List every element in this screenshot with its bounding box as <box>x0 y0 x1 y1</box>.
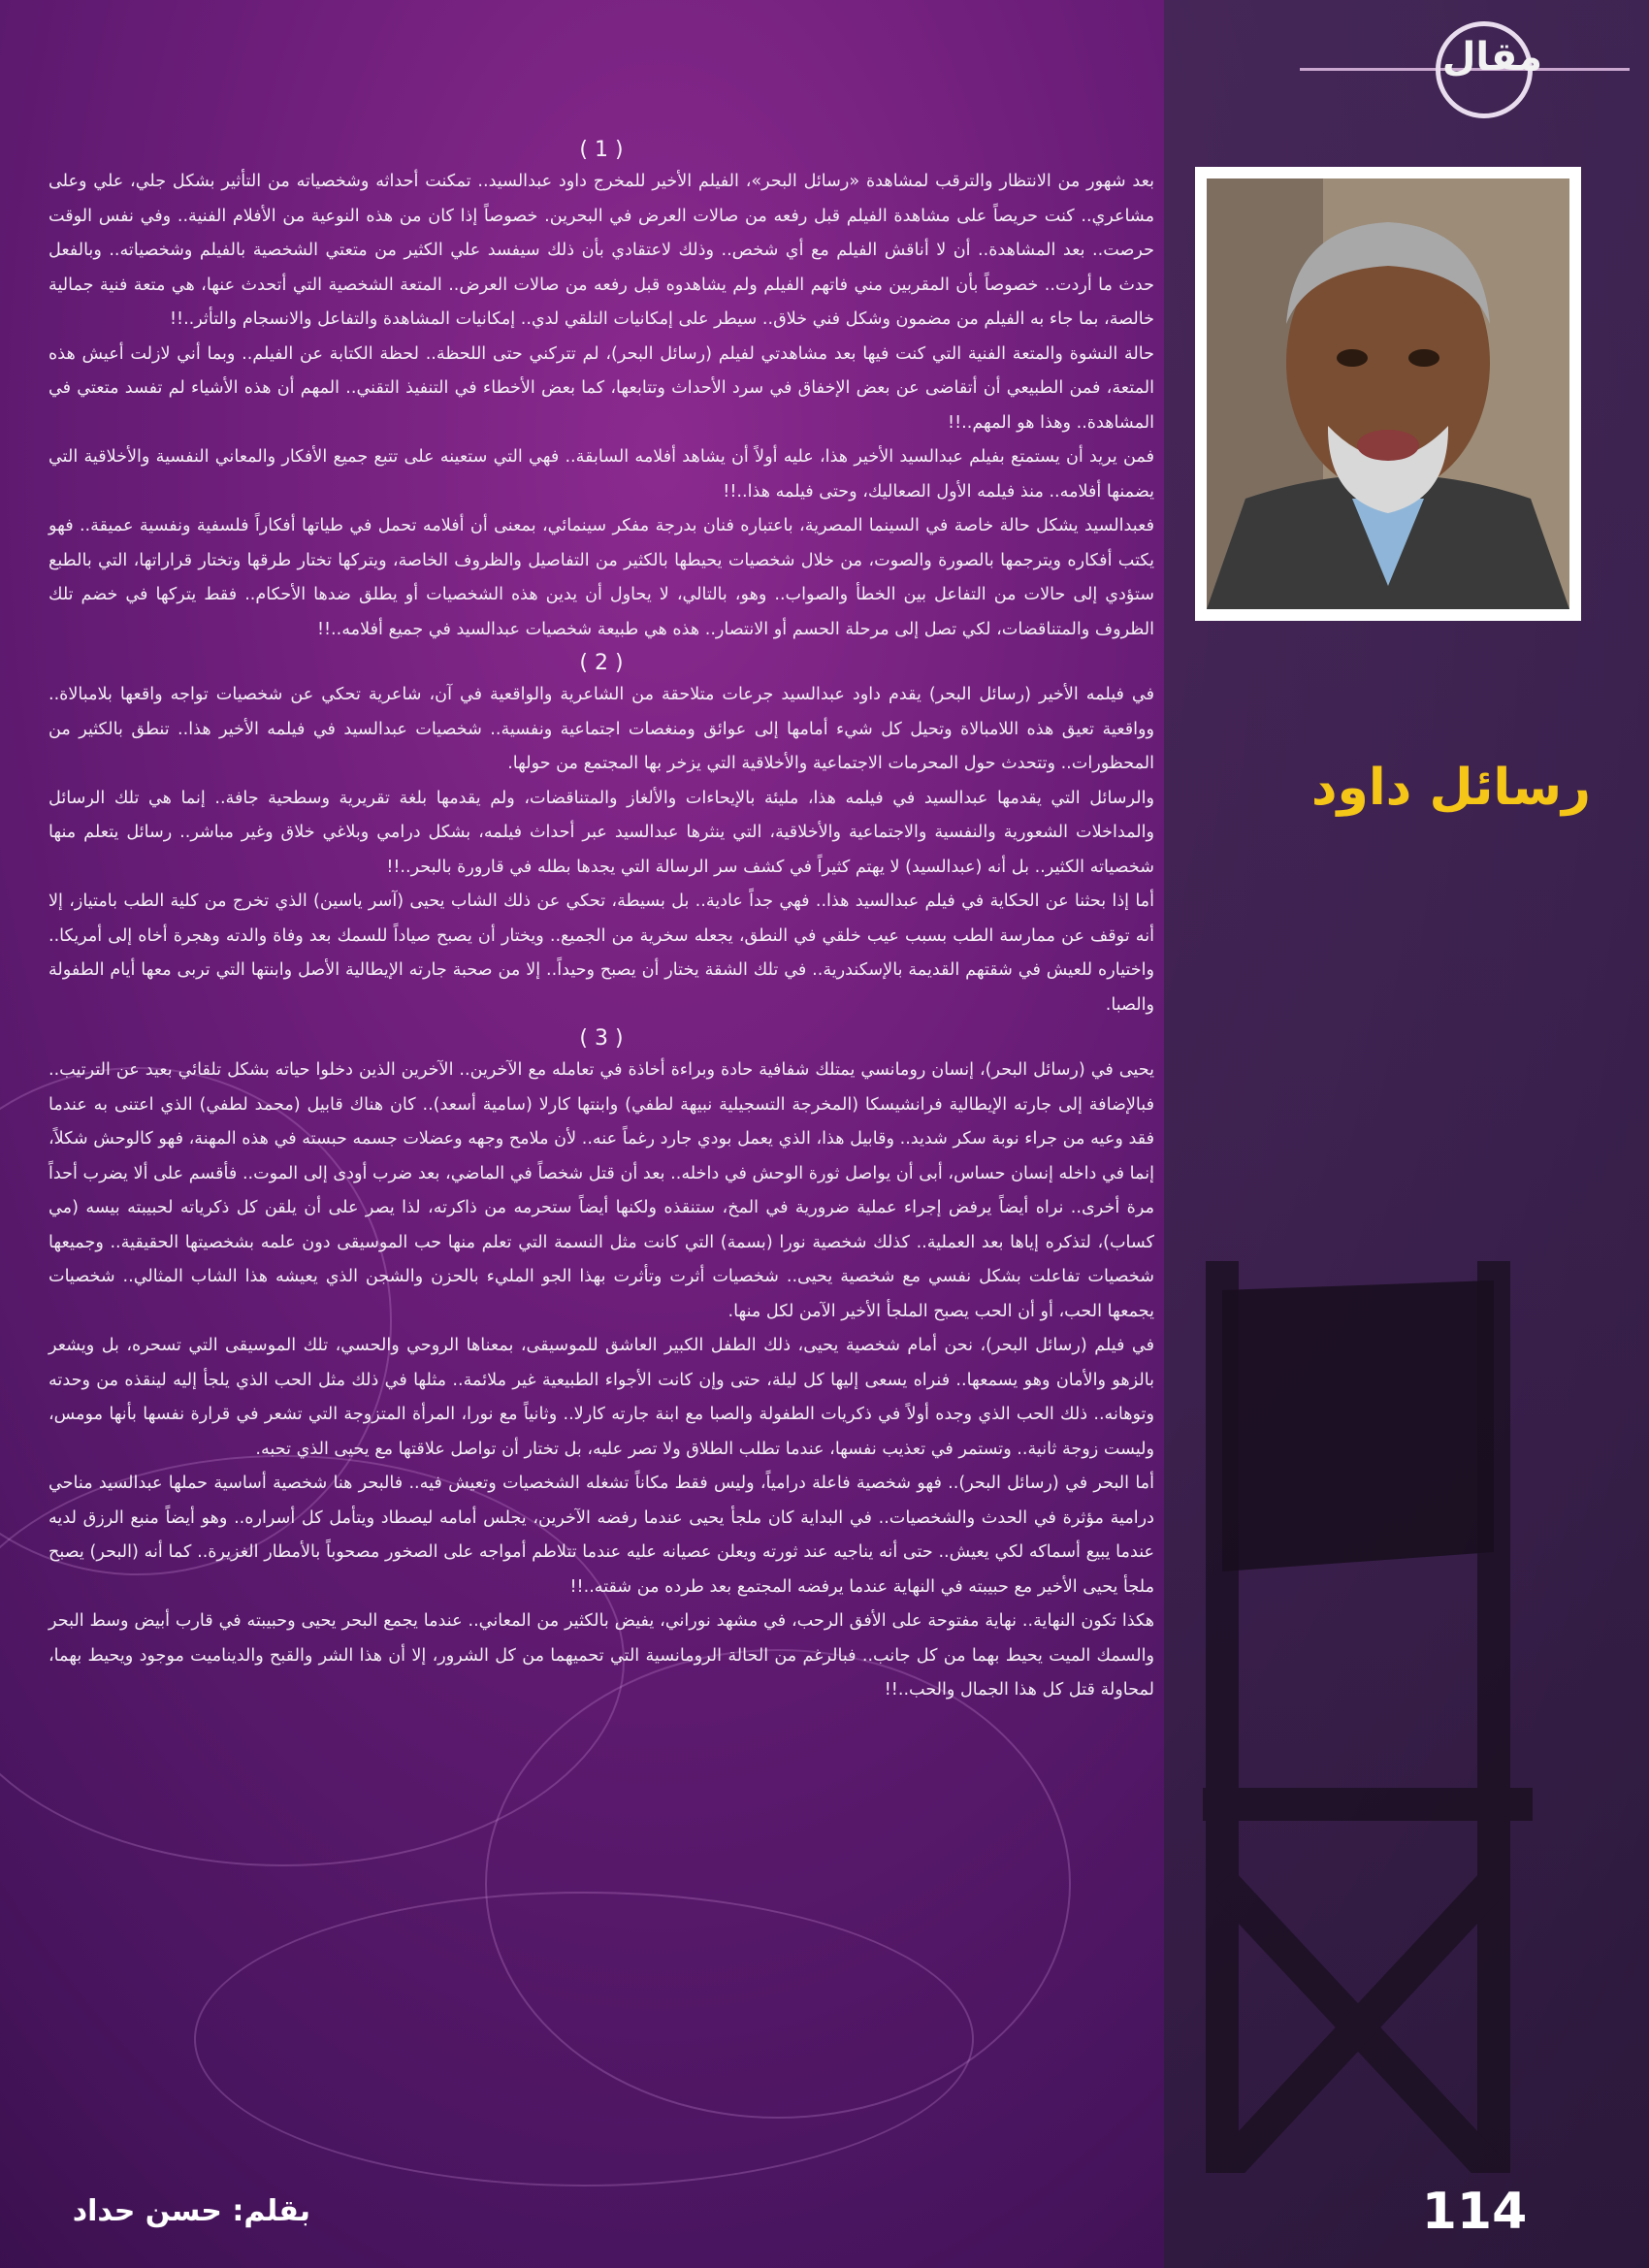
section-number: ( 3 ) <box>579 1026 624 1051</box>
section-number: ( 2 ) <box>579 651 624 675</box>
article-body <box>48 134 1154 1708</box>
article-paragraph: فعبدالسيد يشكل حالة خاصة في السينما المصرية، باعتباره فنان بدرجة مفكر سينمائي، بمعنى أن أفلامه تحمل في طياتها أفكاراً فلسفية ونفسية عميقة.. فهو يكتب أفكاره ويترجمها بالصورة والصوت، من خلال شخصيات يحيطها بالكثير من التفاصيل والظروف الخاصة، ويتركها تختار طرقها وتختار قراراتها، التي بالطبع ستؤدي إلى حالات من التفاعل بين الخطأ والصواب.. وهو، بالتالي، لا يحاول أن يدين هذه الشخصيات أو يطلق ضدها الأحكام.. فقط يتركها في خضم تلك الظروف والمتناقضات، لكي تصل إلى مرحلة الحسم أو الانتصار.. هذه هي طبيعة شخصيات عبدالسيد في جميع أفلامه..!! <box>48 516 1154 639</box>
article-paragraph: في فيلمه الأخير (رسائل البحر) يقدم داود عبدالسيد جرعات متلاحقة من الشاعرية والواقعية في آن، شاعرية تحكي عن شخصيات تواجه واقعها بلامبالاة.. وواقعية تعيق هذه اللامبالاة وتحيل كل شيء أمامها إلى عوائق ومنغصات اجتماعية ونفسية.. شخصيات عبدالسيد في فيلمه الأخير هذا.. تنطق بالكثير من المحظورات.. وتتحدث حول المحرمات الاجتماعية والأخلاقية التي يزخر بها المجتمع من حولها. <box>48 685 1154 773</box>
article-paragraph: هكذا تكون النهاية.. نهاية مفتوحة على الأفق الرحب، في مشهد نوراني، يفيض بالكثير من المعاني.. عندما يجمع البحر يحيى وحبيبته في قارب أبيض وسط البحر والسمك الميت يحيط بهما من كل جانب.. فبالرغم من الحالة الرومانسية التي تحميهما من كل الشرور، إلا أن هذا الشر والقبح والديناميت موجود ويحيط بهما، لمحاولة قتل كل هذا الجمال والحب..!! <box>48 1611 1154 1700</box>
article-paragraph: أما إذا بحثنا عن الحكاية في فيلم عبدالسيد هذا.. فهي جداً عادية.. بل بسيطة، تحكي عن ذلك الشاب يحيى (آسر ياسين) الذي تخرج من كلية الطب بامتياز، إلا أنه توقف عن ممارسة الطب بسبب عيب خلقي في النطق، يجعله سخرية من الجميع.. ويختار أن يصبح صياداً للسمك بعد وفاة والدته وهجرة أخاه إلى أمريكا.. واختياره للعيش في شقتهم القديمة بالإسكندرية.. في تلك الشقة يختار أن يصبح وحيداً.. إلا من صحبة جارته الإيطالية الأصل وابنتها التي تربى معها أيام الطفولة والصبا. <box>48 891 1154 1015</box>
article-paragraph: يحيى في (رسائل البحر)، إنسان رومانسي يمتلك شفافية حادة وبراءة أخاذة في تعامله مع الآخرين.. الآخرين الذين دخلوا حياته بشكل تلقائي بعيد عن الترتيب.. فبالإضافة إلى جارته الإيطالية فرانشيسكا (المخرجة التسجيلية نبيهة لطفي) وابنتها كارلا (سامية أسعد).. كان هناك قابيل (محمد لطفي) الذي اعتنى به عندما فقد وعيه من جراء نوبة سكر شديد.. وقابيل هذا، الذي يعمل بودي جارد رغماً عنه.. لأن ملامح وجهه وعضلات جسمه حبسته في هذه المهنة، فهو كالوحش شكلاً، إنما في داخله إنسان حساس، أبى أن يواصل ثورة الوحش في داخله.. بعد أن قتل شخصاً في الماضي، بعد ضرب أودى إلى الموت.. فأقسم على ألا يضرب أحداً مرة أخرى.. نراه أيضاً يرفض إجراء عملية ضرورية في المخ، ستنقذه ولكنها أيضاً ستحرمه من ذاكرته، لذا يصر على أن يلقن كل ذكرياته لحبيبته بيسه (مي كساب)، لتذكره إياها بعد العملية.. كذلك شخصية نورا (بسمة) التي كانت مثل النسمة التي تعلم منها حب الموسيقى دون علمه بشخصيتها الحقيقية.. وجميعها شخصيات تفاعلت بشكل نفسي مع شخصية يحيى.. شخصيات أثرت وتأثرت بهذا الجو المليء بالحزن والشجن الذي يعيشه هذا الشاب المثالي.. شخصيات يجمعها الحب، أو أن الحب يصبح الملجأ الأخير الآمن لكل منها. <box>48 1060 1154 1321</box>
article-paragraph: بعد شهور من الانتظار والترقب لمشاهدة «رسائل البحر»، الفيلم الأخير للمخرج داود عبدالسيد.. تمكنت أحداثه وشخصياته من التأثير بشكل جلي، علي وعلى مشاعري.. كنت حريصاً على مشاهدة الفيلم قبل رفعه من صالات العرض في البحرين. خصوصاً إذا كان من هذه النوعية من الأفلام الفنية.. وفي نفس الوقت حرصت.. بعد المشاهدة.. أن لا أناقش الفيلم مع أي شخص.. وذلك لاعتقادي بأن ذلك سيفسد علي الكثير من متعتي الشخصية بالفيلم وشخصياته.. وبالفعل حدث ما أردت.. خصوصاً بأن المقربين مني فاتهم الفيلم ولم يشاهدوه قبل رفعه من صالات العرض.. المتعة الشخصية التي أتحدث عنها، هي متعة فنية جمالية خالصة، بما جاء به الفيلم من مضمون وشكل فني خلاق.. سيطر على إمكانيات التلقي لدي.. إمكانيات المشاهدة والتفاعل والانسجام والتأثر..!! <box>48 172 1154 329</box>
author-photo <box>1195 167 1581 621</box>
article-paragraph: حالة النشوة والمتعة الفنية التي كنت فيها بعد مشاهدتي لفيلم (رسائل البحر)، لم تتركني حتى اللحظة.. لحظة الكتابة عن الفيلم.. وبما أني لازلت أعيش هذه المتعة، فمن الطبيعي أن أتقاضى عن بعض الإخفاق في سرد الأحداث وتتابعها، كما بعض الأخطاء في التنفيذ التقني.. المهم أن هذه الأشياء لم تفسد متعتي في المشاهدة.. وهذا هو المهم..!! <box>48 343 1154 433</box>
article-paragraph: والرسائل التي يقدمها عبدالسيد في فيلمه هذا، مليئة بالإيحاءات والألغاز والمتناقضات، ولم يقدمها بلغة تقريرية وسطحية جافة.. إنما هي تلك الرسائل والمداخلات الشعورية والنفسية والاجتماعية والأخلاقية، التي ينثرها عبدالسيد عبر أحداث فيلمه، بشكل درامي وبلاغي خلاق وغير مباشر.. رسائل يتعلم منها شخصياته الكثير.. بل أنه (عبدالسيد) لا يهتم كثيراً في كشف سر الرسالة التي يجدها بطله في قارورة بالبحر..!! <box>48 788 1154 877</box>
section-number: ( 1 ) <box>579 138 624 162</box>
decorative-swirl <box>194 1892 974 2187</box>
author-credit: بقلم: حسن حداد <box>72 2194 310 2228</box>
article-paragraph: في فيلم (رسائل البحر)، نحن أمام شخصية يحيى، ذلك الطفل الكبير العاشق للموسيقى، بمعناها الروحي والحسي، تلك الموسيقى التي تسحره، بل ويشعر بالزهو والأمان وهو يسمعها.. فنراه يسعى إليها كل ليلة، حتى وإن كانت الأجواء الطبيعية غير ملائمة.. مثلها في ذلك مثل الحب الذي يلجأ إليه لينقذه من وحدته وتوهانه.. ذلك الحب الذي وجده أولاً في ذكريات الطفولة والصبا مع ابنة جارته كارلا.. وثانياً مع نورا، المرأة المتزوجة التي تشعر في قرارة نفسها بأنها مومس، وليست زوجة ثانية.. وتستمر في تعذيب نفسها، عندما تطلب الطلاق ولا تصر عليه، بل تختار أن تواصل علاقتها مع يحيى الذي تحبه. <box>48 1336 1154 1459</box>
portrait-photo <box>1207 178 1569 609</box>
section-label: مقال <box>1441 35 1542 80</box>
article-title: رسائل داود <box>1310 759 1591 817</box>
page-number: 114 <box>1421 2183 1528 2241</box>
chair-icon <box>1164 1203 1571 2173</box>
portrait-illustration <box>1207 178 1569 609</box>
directors-chair-graphic <box>1164 1203 1571 2173</box>
article-paragraph: أما البحر في (رسائل البحر).. فهو شخصية فاعلة درامياً، وليس فقط مكاناً تشغله الشخصيات وتعيش فيه.. فالبحر هنا شخصية أساسية حملها عبدالسيد مناحي درامية مؤثرة في الحدث والشخصيات.. في البداية كان ملجأ يحيى عندما رفضه الآخرين، يجلس أمامه ليصطاد ويتأمل كل أسراره.. وهو أيضاً منبع الرزق لديه عندما يبيع أسماكه لكي يعيش.. حتى أنه يناجيه عند ثورته ويعلن عصيانه عليه عندما تتلاطم أمواجه على الصخور مصحوباً بالأمطار الغزيرة.. كما أنه (البحر) يصبح ملجأ يحيى الأخير مع حبيبته في النهاية عندما يرفضه المجتمع بعد طرده من شقته..!! <box>48 1474 1154 1597</box>
article-paragraph: فمن يريد أن يستمتع بفيلم عبدالسيد الأخير هذا، عليه أولاً أن يشاهد أفلامه السابقة.. فهي التي ستعينه على تتبع جميع الأفكار والمعاني النفسية والأخلاقية التي يضمنها أفلامه.. منذ فيلمه الأول الصعاليك، وحتى فيلمه هذا..!! <box>48 447 1154 502</box>
